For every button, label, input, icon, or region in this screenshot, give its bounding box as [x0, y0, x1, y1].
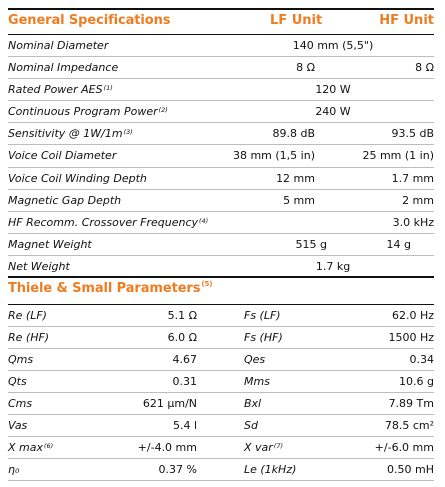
thiele-small-row: [8, 459, 434, 481]
param-label-right: [244, 331, 283, 344]
thiele-small-title: [8, 281, 212, 296]
param-label-right: [244, 441, 283, 454]
param-label-left-text: X max: [8, 441, 43, 455]
thiele-small-row: [8, 437, 434, 459]
param-label-left: [8, 463, 19, 476]
spec-value-hf: 1.7 mm: [391, 171, 434, 185]
param-value-right: +/-6.0 mm: [374, 441, 434, 455]
spec-label-text: Continuous Program Power: [8, 105, 158, 119]
param-label-right-text: Bxl: [244, 397, 262, 411]
thiele-small-row: [8, 415, 434, 437]
general-spec-row: [8, 123, 434, 145]
general-spec-row: [8, 101, 434, 123]
spec-label: [8, 216, 208, 229]
param-label-right: [244, 463, 296, 476]
spec-label-text: Magnetic Gap Depth: [8, 193, 122, 207]
general-spec-row: [8, 57, 434, 79]
param-label-left: [8, 309, 47, 322]
param-value-right: 0.34: [409, 353, 434, 367]
general-spec-row: [8, 190, 434, 212]
spec-footnote-ref: (2): [158, 106, 168, 115]
param-footnote-ref: (6): [44, 442, 54, 451]
thiele-small-header: [8, 278, 434, 305]
spec-label: [8, 127, 133, 140]
spec-label: [8, 105, 168, 118]
param-label-left-text: Qms: [8, 353, 34, 367]
general-specs-header: [8, 8, 434, 35]
spec-value-both: 1.7 kg: [315, 259, 351, 273]
param-label-right-text: Qes: [244, 353, 266, 367]
param-footnote-ref: (7): [273, 442, 284, 451]
param-value-right: 7.89 Tm: [388, 397, 434, 411]
param-value-left: 5.1 Ω: [167, 309, 197, 323]
param-value-left: +/-4.0 mm: [137, 441, 197, 455]
general-specs-table: [8, 35, 434, 278]
spec-label-text: HF Recomm. Crossover Frequency: [8, 215, 198, 229]
param-label-left: [8, 397, 32, 410]
param-value-left: 4.67: [172, 353, 197, 367]
general-spec-row: [8, 79, 434, 101]
param-label-right: [244, 353, 265, 366]
param-label-right-text: Fs (LF): [244, 309, 281, 323]
param-label-left-text: Re (LF): [8, 309, 47, 323]
param-label-right: [244, 375, 270, 388]
param-value-right: 1500 Hz: [388, 331, 434, 345]
param-label-left-text: Re (HF): [8, 331, 50, 345]
param-label-left-text: η₀: [8, 463, 20, 477]
param-label-left: [8, 441, 53, 454]
spec-value-hf: 14 g: [386, 237, 411, 251]
spec-footnote-ref: (3): [123, 128, 133, 137]
spec-label-text: Nominal Diameter: [8, 39, 109, 52]
spec-sheet: [8, 8, 434, 481]
spec-label: [8, 194, 121, 207]
param-value-left: 0.31: [172, 375, 197, 389]
spec-label-text: Nominal Impedance: [8, 61, 119, 75]
param-label-right-text: X var: [244, 441, 273, 455]
spec-value-hf: 2 mm: [402, 193, 434, 207]
hf-unit-header: HF Unit: [379, 13, 434, 28]
spec-value-lf: 515 g: [295, 237, 327, 251]
spec-value-both: 240 W: [315, 105, 351, 119]
param-value-right: 62.0 Hz: [391, 309, 434, 323]
thiele-small-row: [8, 305, 434, 327]
param-value-right: 10.6 g: [399, 375, 434, 389]
spec-label-text: Net Weight: [8, 259, 70, 273]
spec-value-lf: 12 mm: [276, 171, 315, 185]
spec-value-both: 140 mm (5,5"): [292, 39, 374, 52]
thiele-small-row: [8, 393, 434, 415]
spec-footnote-ref: (4): [199, 216, 209, 225]
general-specs-title: General Specifications: [8, 13, 171, 28]
spec-label-text: Voice Coil Diameter: [8, 149, 117, 163]
general-spec-row: [8, 145, 434, 167]
spec-footnote-ref: (1): [103, 84, 113, 93]
thiele-small-row: [8, 371, 434, 393]
param-value-left: 0.37 %: [158, 463, 197, 477]
spec-value-both: 120 W: [315, 83, 351, 97]
param-label-left: [8, 375, 27, 388]
general-spec-row: [8, 212, 434, 234]
param-label-right: [244, 397, 261, 410]
param-label-right: [244, 419, 258, 432]
general-spec-row: [8, 234, 434, 256]
spec-label-text: Voice Coil Winding Depth: [8, 171, 147, 185]
spec-label: [8, 172, 147, 185]
spec-value-lf: 38 mm (1,5 in): [232, 149, 315, 163]
param-value-left: 621 µm/N: [142, 397, 197, 411]
general-spec-row: [8, 168, 434, 190]
spec-label-text: Rated Power AES: [8, 83, 103, 97]
param-label-left: [8, 419, 27, 432]
spec-label: [8, 238, 92, 251]
thiele-small-table: [8, 305, 434, 481]
spec-label-text: Magnet Weight: [8, 237, 92, 251]
spec-value-hf: 8 Ω: [415, 61, 434, 75]
spec-value-lf: 8 Ω: [296, 61, 315, 75]
thiele-small-row: [8, 327, 434, 349]
param-value-left: 5.4 l: [172, 419, 197, 433]
spec-label: [8, 39, 108, 52]
spec-value-hf: 93.5 dB: [391, 127, 434, 141]
spec-label-text: Sensitivity @ 1W/1m: [8, 127, 123, 141]
param-label-right: [244, 309, 281, 322]
param-value-left: 6.0 Ω: [167, 331, 197, 345]
spec-value-hf: 25 mm (1 in): [362, 149, 434, 163]
param-label-left: [8, 331, 49, 344]
param-label-right-text: Sd: [244, 419, 258, 433]
spec-label: [8, 61, 118, 74]
spec-value-hf: 3.0 kHz: [392, 215, 434, 229]
param-label-left-text: Cms: [8, 397, 33, 411]
thiele-small-row: [8, 349, 434, 371]
param-label-right-text: Fs (HF): [244, 331, 283, 345]
thiele-small-title-text: Thiele & Small Parameters: [8, 281, 201, 297]
spec-label: [8, 149, 116, 162]
general-spec-row: [8, 35, 434, 57]
spec-label: [8, 83, 113, 96]
param-label-right-text: Le (1kHz): [244, 463, 297, 477]
spec-label: [8, 260, 70, 273]
thiele-small-title-footnote: (5): [201, 280, 213, 289]
spec-value-lf: 89.8 dB: [272, 127, 315, 141]
param-label-left-text: Qts: [8, 375, 27, 389]
param-label-left: [8, 353, 33, 366]
param-value-right: 78.5 cm²: [384, 419, 434, 433]
param-label-left-text: Vas: [8, 419, 28, 433]
lf-unit-header: LF Unit: [270, 13, 323, 28]
spec-value-lf: 5 mm: [283, 193, 315, 207]
param-label-right-text: Mms: [244, 375, 270, 389]
param-value-right: 0.50 mH: [387, 463, 434, 477]
general-spec-row: [8, 256, 434, 278]
